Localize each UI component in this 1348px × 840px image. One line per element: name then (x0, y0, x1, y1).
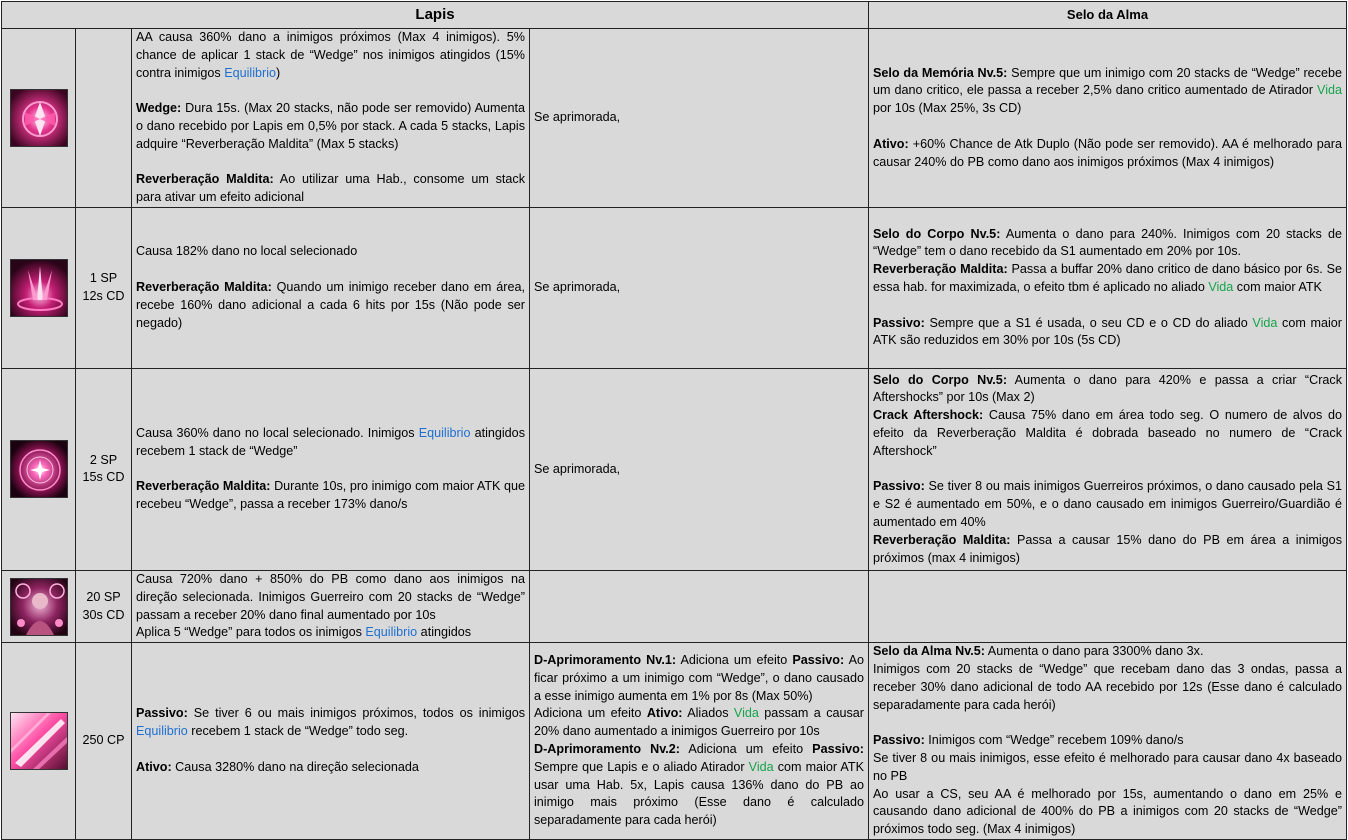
skill2-icon (10, 440, 68, 498)
cost-cell (76, 207, 132, 368)
cooldown: 30s CD (82, 607, 125, 622)
basic-attack-icon (10, 89, 68, 147)
character-header: Lapis (2, 2, 869, 29)
skill-description: Causa 360% dano no local selecionado. Inimigos Equilibrio atingidos recebem 1 stack de “Wedge” Reverberação Maldita: Durante 10s, pro inimigo com maior ATK que recebeu “Wedge”, passa a receber 173% dano/s (132, 368, 530, 570)
icon-cell (2, 643, 76, 840)
sp-cost: 1 SP (89, 271, 118, 286)
icon-cell (2, 207, 76, 368)
skill1-icon (10, 259, 68, 317)
upgrade-cell (530, 570, 869, 642)
cost-cell (76, 570, 132, 642)
skill-description: Passivo: Se tiver 6 ou mais inimigos próximos, todos os inimigos Equilibrio recebem 1 stack de “Wedge” todo seg. Ativo: Causa 3280% dano na direção selecionada (132, 643, 530, 840)
icon-cell (2, 570, 76, 642)
soul-seal-cell (869, 570, 1347, 642)
icon-cell (2, 368, 76, 570)
upgrade-cell: Se aprimorada, (530, 29, 869, 208)
ultimate-icon (10, 578, 68, 636)
cp-cost: 250 CP (82, 733, 125, 748)
cost-cell (76, 368, 132, 570)
soul-seal-cell: Selo da Alma Nv.5: Aumenta o dano para 3300% dano 3x. Inimigos com 20 stacks de “Wedge” que recebam dano das 3 ondas, passa a receber 30% dano adicional de todo AA recebido por 12s (Esse dano é calculado separadamente para cada herói) Passivo: Inimigos com “Wedge” recebem 109% dano/s Se tiver 8 ou mais inimigos, esse efeito é melhorado para causar dano 4x baseado no PB Ao usar a CS, seu AA é melhorado por 15s, aumentando o dano em 25% e causando dano adicional de 400% do PB a inimigos com 20 stacks de “Wedge” próximos todo seg. (Max 4 inimigos) (869, 643, 1347, 840)
upgrade-cell: Se aprimorada, (530, 368, 869, 570)
sp-cost: 20 SP (86, 589, 121, 604)
soul-seal-cell: Selo da Memória Nv.5: Sempre que um inimigo com 20 stacks de “Wedge” recebe um dano critico, ele passa a receber 2,5% dano critico aumentado de Atirador Vida por 10s (Max 25%, 3s CD) Ativo: +60% Chance de Atk Duplo (Não pode ser removido). AA é melhorado para causar 240% do PB como dano aos inimigos próximos (Max 4 inimigos) (869, 29, 1347, 208)
soul-header: Selo da Alma (869, 2, 1347, 29)
sp-cost: 2 SP (89, 452, 118, 467)
table-row (2, 368, 1347, 570)
cost-cell (76, 643, 132, 840)
chain-skill-icon (10, 712, 68, 770)
cost-cell (76, 29, 132, 208)
cooldown: 15s CD (82, 470, 125, 485)
table-row (2, 207, 1347, 368)
table-row (2, 29, 1347, 208)
skill-description: Causa 720% dano + 850% do PB como dano aos inimigos na direção selecionada. Inimigos Guerreiro com 20 stacks de “Wedge” passam a receber 20% dano final aumentado por 10s Aplica 5 “Wedge” para todos os inimigos Equilibrio atingidos (132, 570, 530, 642)
upgrade-cell: D-Aprimoramento Nv.1: Adiciona um efeito Passivo: Ao ficar próximo a um inimigo com “Wedge”, o dano causado a esse inimigo aumenta em 1% por 8s (Max 50%) Adiciona um efeito Ativo: Aliados Vida passam a causar 20% dano aumentado a inimigos Guerreiro por 10s D-Aprimoramento Nv.2: Adiciona um efeito Passivo: Sempre que Lapis e o aliado Atirador Vida com maior ATK usar uma Hab. 5x, Lapis causa 136% dano do PB ao inimigo mais próximo (Esse dano é calculado separadamente para cada herói) (530, 643, 869, 840)
soul-seal-cell: Selo do Corpo Nv.5: Aumenta o dano para 240%. Inimigos com 20 stacks de “Wedge” tem o dano recebido da S1 aumentado em 20% por 10s. Reverberação Maldita: Passa a buffar 20% dano critico de dano básico por 6s. Se essa hab. for maximizada, o efeito tbm é aplicado no aliado Vida com maior ATK Passivo: Sempre que a S1 é usada, o seu CD e o CD do aliado Vida com maior ATK são reduzidos em 30% por 10s (5s CD) (869, 207, 1347, 368)
upgrade-cell: Se aprimorada, (530, 207, 869, 368)
skill-description: Causa 182% dano no local selecionado Reverberação Maldita: Quando um inimigo receber dano em área, recebe 160% dano adicional a cada 6 hits por 15s (Não pode ser negado) (132, 207, 530, 368)
table-row (2, 570, 1347, 642)
table-row (2, 643, 1347, 840)
skills-table (1, 1, 1347, 840)
cooldown: 12s CD (82, 288, 125, 303)
soul-seal-cell: Selo do Corpo Nv.5: Aumenta o dano para 420% e passa a criar “Crack Aftershocks” por 10s (Max 2) Crack Aftershock: Causa 75% dano em área todo seg. O numero de alvos do efeito da Reverberação Maldita é dobrada baseado no numero de “Crack Aftershock” Passivo: Se tiver 8 ou mais inimigos Guerreiros próximos, o dano causado pela S1 e S2 é aumentado em 50%, e o dano causado em inimigos Guerreiro/Guardião é aumentado em 40% Reverberação Maldita: Passa a causar 15% dano do PB em área a inimigos próximos (max 4 inimigos) (869, 368, 1347, 570)
skill-description: AA causa 360% dano a inimigos próximos (Max 4 inimigos). 5% chance de aplicar 1 stack de “Wedge” nos inimigos atingidos (15% contra inimigos Equilibrio) Wedge: Dura 15s. (Max 20 stacks, não pode ser removido) Aumenta o dano recebido por Lapis em 0,5% por stack. A cada 5 stacks, Lapis adquire “Reverberação Maldita” (Max 5 stacks) Reverberação Maldita: Ao utilizar uma Hab., consome um stack para ativar um efeito adicional (132, 29, 530, 208)
icon-cell (2, 29, 76, 208)
